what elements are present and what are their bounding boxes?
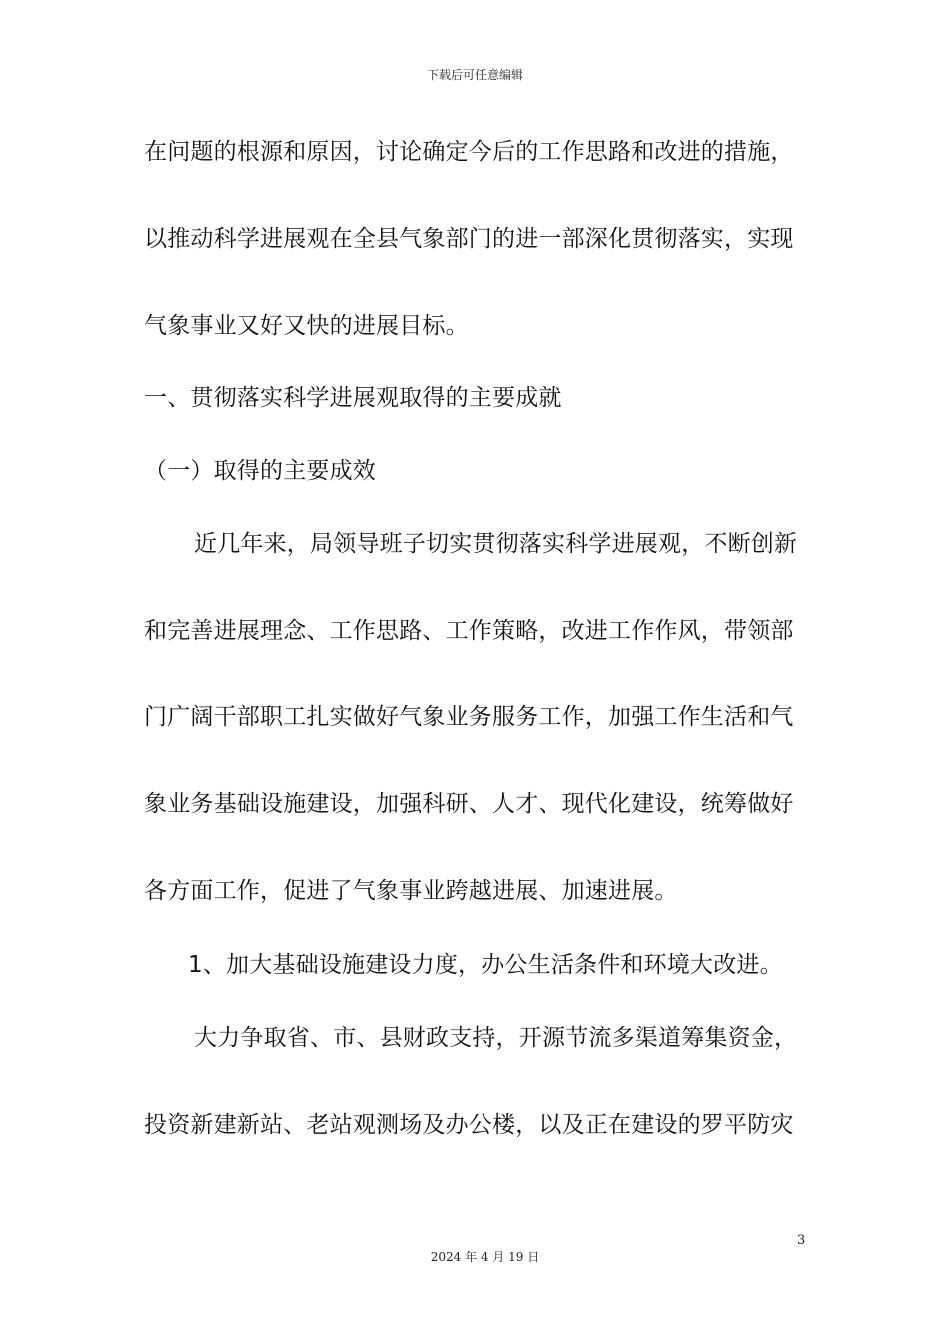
body-line-3: 气象事业又好又快的进展目标。	[144, 313, 469, 339]
body-line-10: 各方面工作，促进了气象事业跨越进展、加速进展。	[144, 878, 678, 904]
body-line-9: 象业务基础设施建设，加强科研、人才、现代化建设，统筹做好	[144, 791, 794, 817]
body-line-1: 在问题的根源和原因，讨论确定今后的工作思路和改进的措施，	[144, 139, 794, 165]
footer-date: 2024 年 4 月 19 日	[430, 1250, 540, 1264]
body-line-8: 门广阔干部职工扎实做好气象业务服务工作，加强工作生活和气	[144, 704, 794, 730]
body-line-12: 大力争取省、市、县财政支持，开源节流多渠道筹集资金，	[194, 1025, 798, 1051]
body-line-13: 投资新建新站、老站观测场及办公楼，以及正在建设的罗平防灾	[144, 1112, 794, 1138]
body-line-7: 和完善进展理念、工作思路、工作策略，改进工作作风，带领部	[144, 618, 794, 644]
page-header: 下载后可任意编辑	[426, 68, 523, 82]
body-line-6: 近几年来，局领导班子切实贯彻落实科学进展观，不断创新	[194, 531, 798, 557]
list-item-heading: 1、加大基础设施建设力度，办公生活条件和环境大改进。	[188, 952, 783, 978]
section-heading: 一、贯彻落实科学进展观取得的主要成就	[144, 385, 562, 411]
subsection-heading: （一）取得的主要成效	[144, 458, 376, 484]
page-number: 3	[797, 1233, 806, 1248]
body-line-2: 以推动科学进展观在全县气象部门的进一部深化贯彻落实，实现	[144, 226, 794, 252]
